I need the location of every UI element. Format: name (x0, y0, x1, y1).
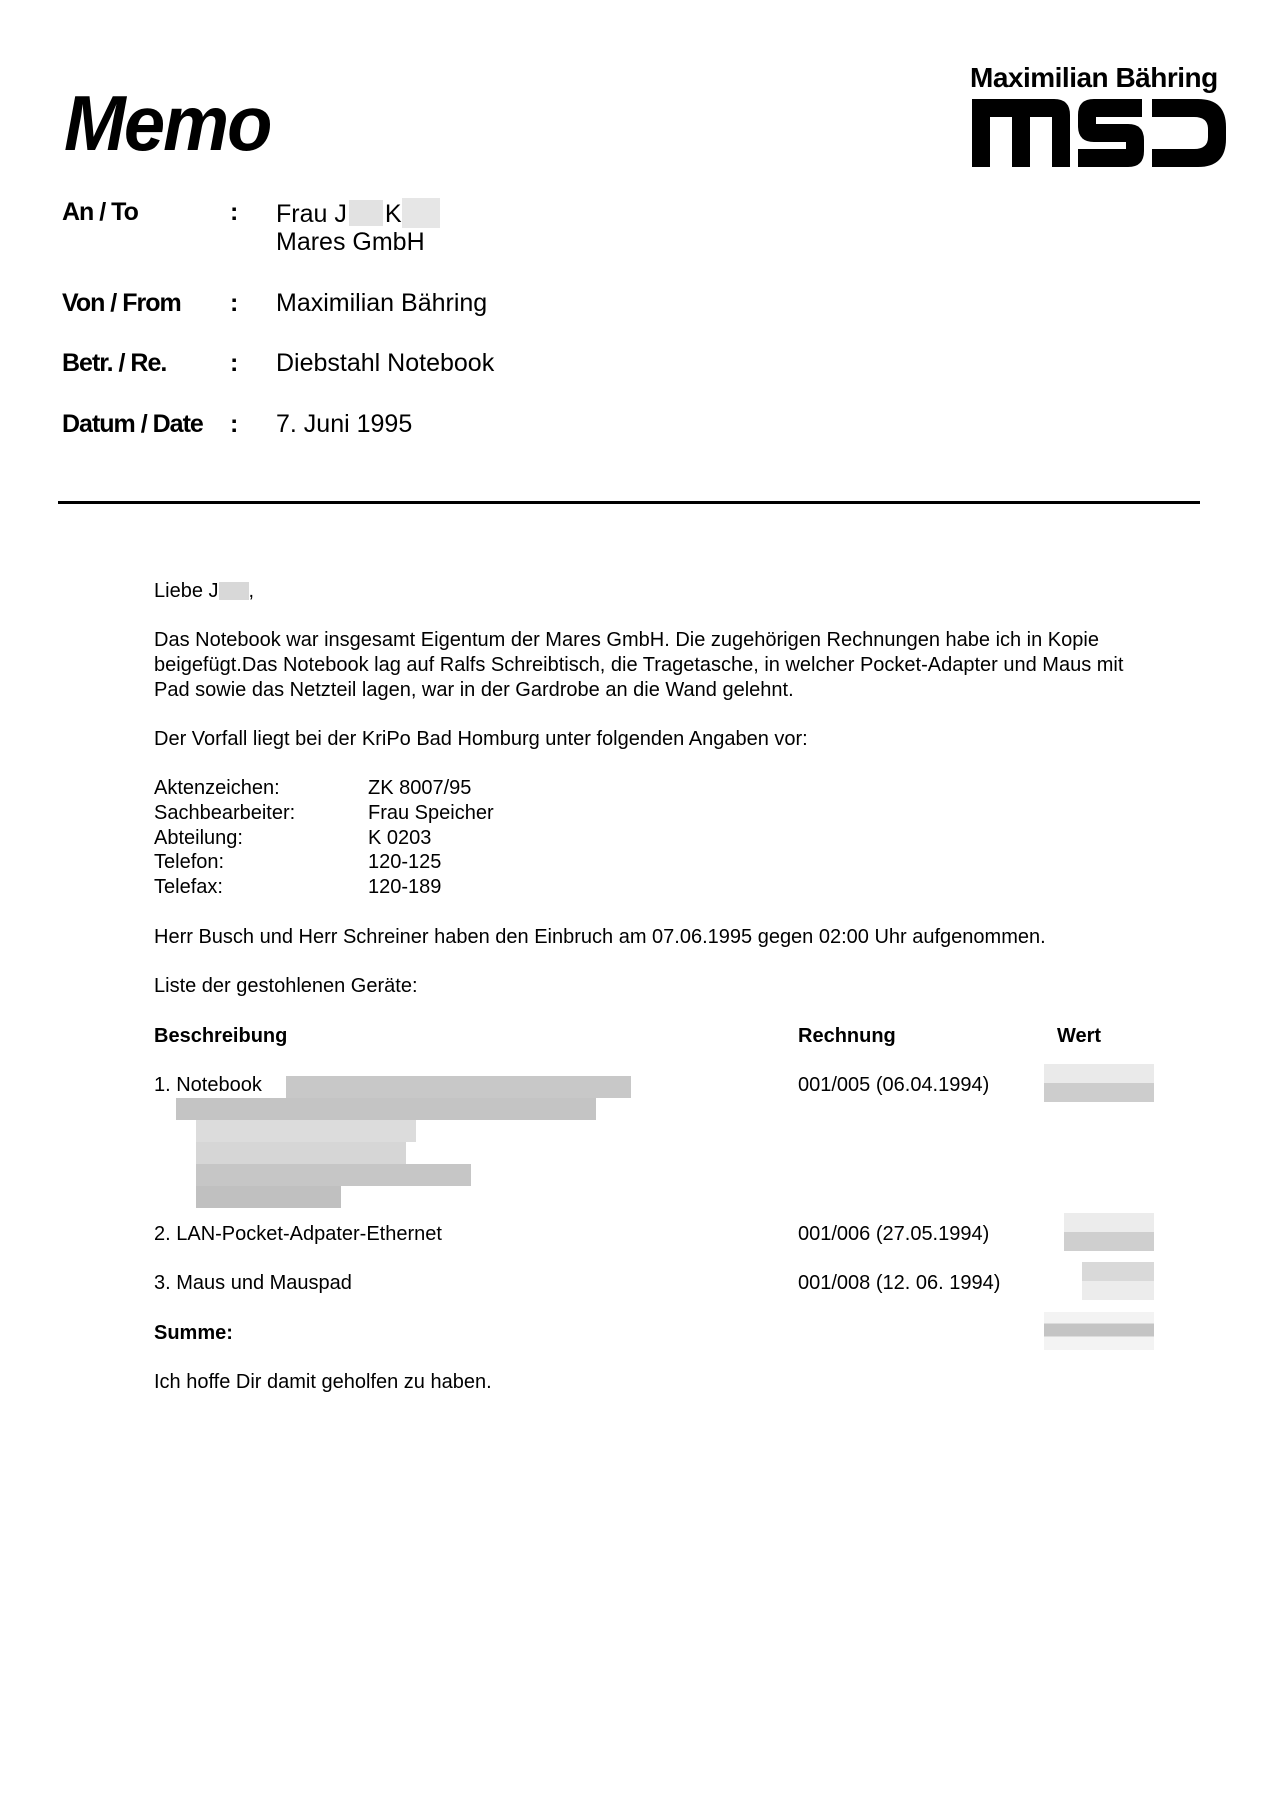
detail-label: Sachbearbeiter: (154, 802, 296, 824)
redacted-block (402, 198, 440, 228)
date-colon: : (230, 410, 238, 438)
sum-label: Summe: (154, 1322, 233, 1344)
detail-value: 120-125 (368, 851, 442, 873)
para1-line1: Das Notebook war insgesamt Eigentum der Mares GmbH. Die zugehörigen Rechnungen habe ich in Kopie (154, 629, 1099, 651)
detail-label: Abteilung: (154, 827, 243, 849)
detail-value: Frau Speicher (368, 802, 494, 824)
date-label: Datum / Date (62, 410, 203, 438)
redacted-value (1044, 1064, 1154, 1102)
para1-line3: Pad sowie das Netzteil lagen, war in der Gardrobe an die Wand gelehnt. (154, 679, 794, 701)
detail-label: Telefon: (154, 851, 225, 873)
redacted-value (1082, 1262, 1154, 1300)
from-value: Maximilian Bähring (276, 289, 488, 317)
greeting-text: Liebe J (154, 580, 219, 602)
detail-label: Aktenzeichen: (154, 777, 280, 799)
detail-value: K 0203 (368, 827, 432, 849)
row-desc: 3. Maus und Mauspad (154, 1272, 352, 1294)
msd-logo (972, 99, 1226, 167)
to-label: An / To (62, 198, 138, 226)
row-desc: 1. Notebook (154, 1074, 262, 1096)
list-intro: Liste der gestohlenen Geräte: (154, 975, 418, 997)
detail-label: Telefax: (154, 876, 223, 898)
redacted-block (349, 200, 383, 226)
row-invoice: 001/005 (06.04.1994) (798, 1074, 990, 1096)
redacted-sum (1044, 1312, 1154, 1350)
to-value-name (276, 198, 440, 229)
memo-title: Memo (64, 79, 271, 167)
detail-value: ZK 8007/95 (368, 777, 472, 799)
detail-value: 120-189 (368, 876, 442, 898)
col-header-value: Wert (1057, 1025, 1102, 1047)
row-desc: 2. LAN-Pocket-Adpater-Ethernet (154, 1223, 442, 1245)
greeting (154, 580, 254, 603)
re-value: Diebstahl Notebook (276, 349, 495, 377)
from-colon: : (230, 289, 238, 317)
divider (58, 501, 1200, 504)
redacted-block (219, 582, 249, 600)
row-invoice: 001/006 (27.05.1994) (798, 1223, 990, 1245)
date-value: 7. Juni 1995 (276, 410, 413, 438)
from-label: Von / From (62, 289, 181, 317)
closing: Ich hoffe Dir damit geholfen zu haben. (154, 1371, 492, 1393)
re-colon: : (230, 349, 238, 377)
re-label: Betr. / Re. (62, 349, 167, 377)
row-invoice: 001/008 (12. 06. 1994) (798, 1272, 1001, 1294)
to-last-initial: K (384, 200, 402, 228)
to-colon: : (230, 198, 238, 226)
para1-line2: beigefügt.Das Notebook lag auf Ralfs Schreibtisch, die Tragetasche, in welcher Pocket-Adapter und Maus mit (154, 654, 1124, 676)
redacted-value (1064, 1213, 1154, 1251)
to-company: Mares GmbH (276, 228, 425, 256)
col-header-invoice: Rechnung (798, 1025, 896, 1047)
to-first-initial: Frau J (276, 200, 347, 228)
col-header-description: Beschreibung (154, 1025, 288, 1047)
greeting-comma: , (248, 580, 255, 602)
para3: Herr Busch und Herr Schreiner haben den Einbruch am 07.06.1995 gegen 02:00 Uhr aufgenommen. (154, 926, 1046, 948)
brand-name: Maximilian Bähring (970, 62, 1218, 93)
para2: Der Vorfall liegt bei der KriPo Bad Homburg unter folgenden Angaben vor: (154, 728, 808, 750)
